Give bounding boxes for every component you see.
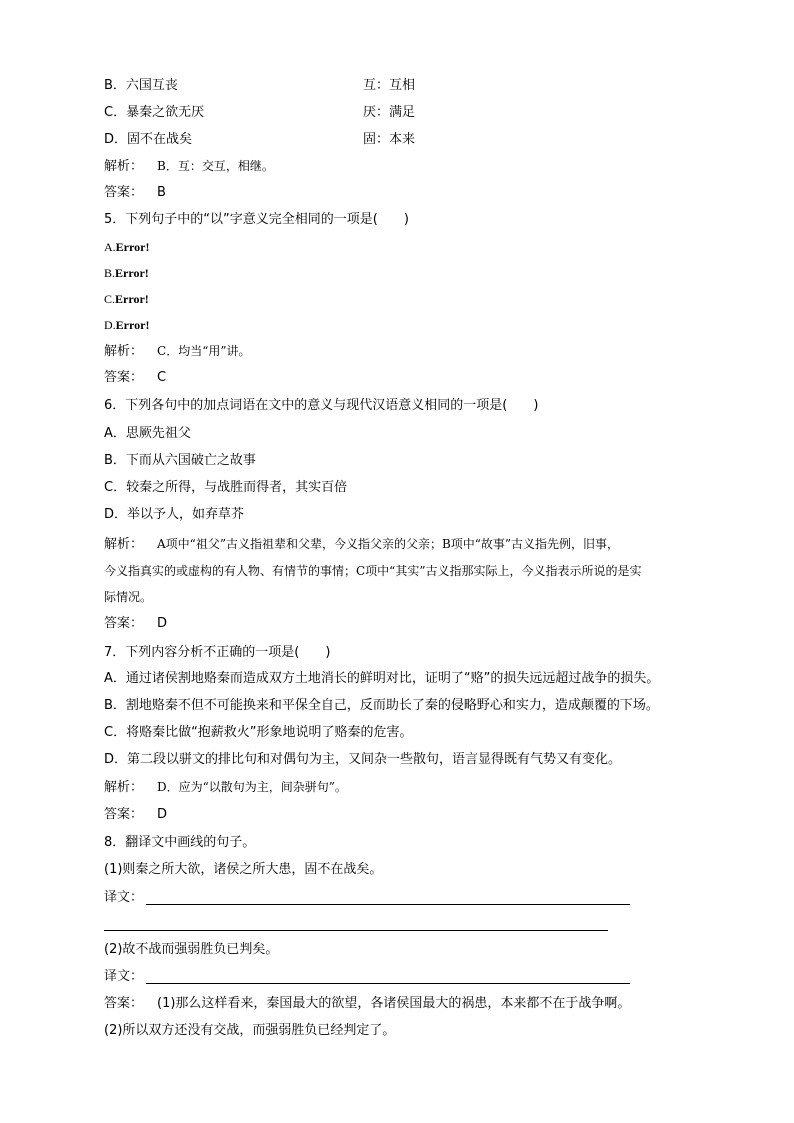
q5-option-d: D.Error! <box>104 318 150 332</box>
q5-answer: 答案： C <box>104 370 167 385</box>
q6-stem: 6．下列各句中的加点词语在文中的意义与现代汉语意义相同的一项是( ) <box>104 398 539 413</box>
option-text: C．暴秦之欲无厌 <box>104 105 205 120</box>
q6-option-d: D．举以予人，如弃草芥 <box>104 507 245 522</box>
q7-answer: 答案： D <box>104 807 168 822</box>
q8-answer-1: 答案： (1)那么这样看来，秦国最大的欲望，各诸侯国最大的祸患，本来都不在于战争啊。 <box>104 996 631 1011</box>
option-gloss: 厌：满足 <box>363 105 416 120</box>
q6-analysis-line-3: 际情况。 <box>104 590 153 604</box>
q8-translation-label-1: 译文： <box>104 890 144 905</box>
answer-underline[interactable] <box>146 983 630 984</box>
answer-underline[interactable] <box>146 904 630 905</box>
q8-sentence-2: (2)故不战而强弱胜负已判矣。 <box>104 942 279 957</box>
q6-option-b: B．下而从六国破亡之故事 <box>104 453 256 468</box>
q8-answer-2: (2)所以双方还没有交战，而强弱胜负已经判定了。 <box>104 1023 396 1038</box>
q7-option-d: D．第二段以骈文的排比句和对偶句为主，又间杂一些散句，语言显得既有气势又有变化。 <box>104 752 622 767</box>
option-gloss: 固：本来 <box>363 132 416 147</box>
q5-analysis: 解析： C．均当“用”讲。 <box>104 344 251 359</box>
q5-stem: 5．下列句子中的“以”字意义完全相同的一项是( ) <box>104 212 409 227</box>
q8-stem: 8．翻译文中画线的句子。 <box>104 835 256 850</box>
q7-analysis: 解析： D．应为“以散句为主，间杂骈句”。 <box>104 780 347 795</box>
q5-option-c: C.Error! <box>104 292 149 306</box>
q7-stem: 7．下列内容分析不正确的一项是( ) <box>104 645 331 660</box>
q7-option-a: A．通过诸侯割地赂秦而造成双方土地消长的鲜明对比，证明了“赂”的损失远远超过战争的损失。 <box>104 671 660 686</box>
q4-answer: 答案： B <box>104 185 166 200</box>
q5-option-b: B.Error! <box>104 266 149 280</box>
q8-sentence-1: (1)则秦之所大欲，诸侯之所大患，固不在战矣。 <box>104 862 383 877</box>
option-text: D．固不在战矣 <box>104 132 193 147</box>
q6-answer: 答案： D <box>104 616 168 631</box>
q6-option-c: C．较秦之所得，与战胜而得者，其实百倍 <box>104 480 348 495</box>
answer-underline[interactable] <box>104 930 608 931</box>
q6-analysis-line-2: 今义指真实的或虚构的有人物、有情节的事情；C项中“其实”古义指那实际上，今义指表示所说的是实 <box>104 564 642 578</box>
option-text: B．六国互丧 <box>104 78 178 93</box>
q5-option-a: A.Error! <box>104 240 150 254</box>
q6-analysis-line-1: 解析： A项中“祖父”古义指祖辈和父辈，今义指父亲的父亲；B项中“故事”古义指先例，旧事， <box>104 537 620 552</box>
q6-option-a: A．思厥先祖父 <box>104 426 191 441</box>
option-gloss: 互：互相 <box>363 78 416 93</box>
q7-option-b: B．割地赂秦不但不可能换来和平保全自己，反而助长了秦的侵略野心和实力，造成颠覆的下场。 <box>104 698 659 713</box>
q7-option-c: C．将赂秦比做“抱薪救火”形象地说明了赂秦的危害。 <box>104 725 413 740</box>
q4-analysis: 解析： B．互：交互，相继。 <box>104 159 274 174</box>
q8-translation-label-2: 译文： <box>104 969 144 984</box>
